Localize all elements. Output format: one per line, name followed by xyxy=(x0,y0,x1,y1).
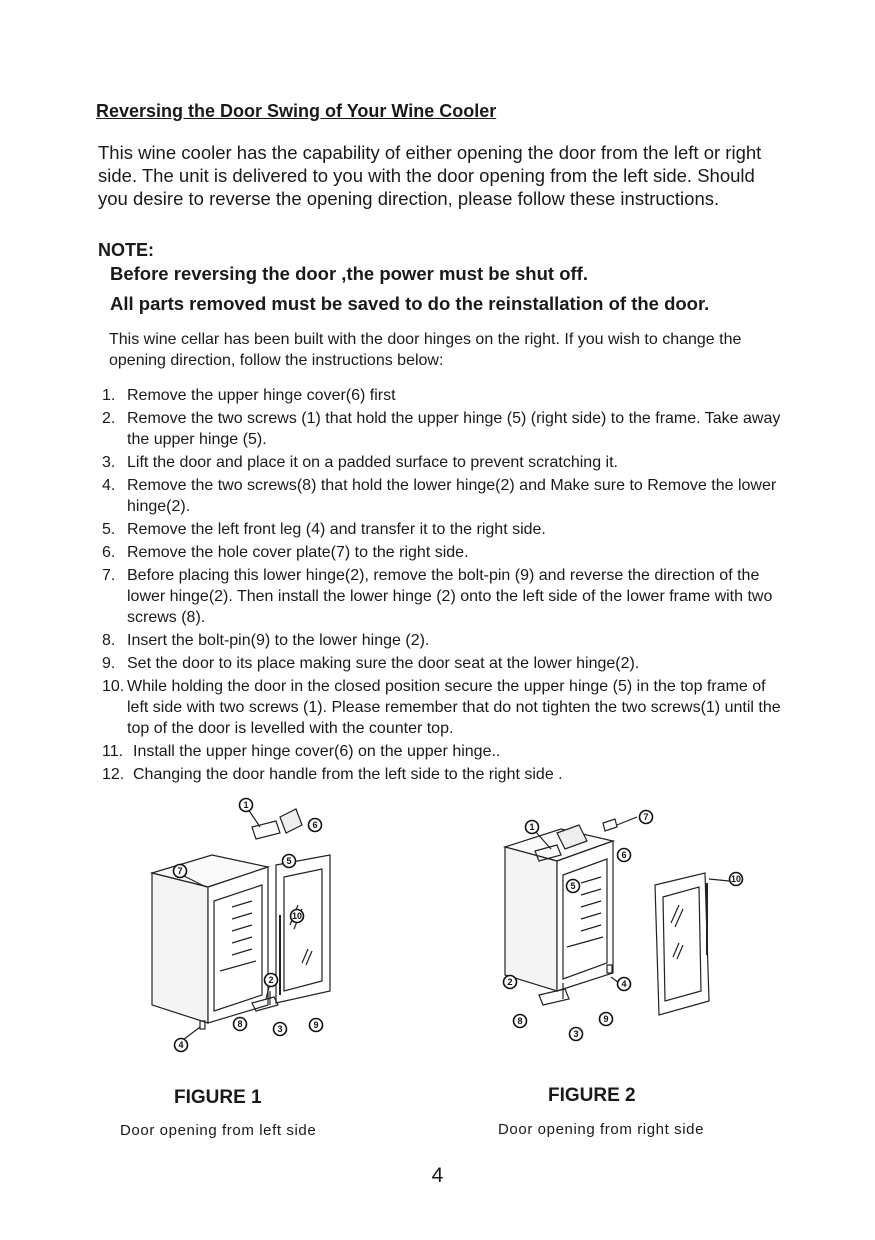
callout-2 xyxy=(504,976,517,989)
note-line-2: All parts removed must be saved to do the reinstallation of the door. xyxy=(110,293,710,314)
step-number: 7. xyxy=(102,567,116,584)
svg-text:2: 2 xyxy=(507,977,513,987)
step-item xyxy=(102,542,782,563)
svg-text:1: 1 xyxy=(529,822,535,832)
svg-text:7: 7 xyxy=(643,812,649,822)
callout-9 xyxy=(310,1019,323,1032)
step-number: 1. xyxy=(102,387,116,404)
step-number: 8. xyxy=(102,632,116,649)
step-text: Remove the left front leg (4) and transfer it to the right side. xyxy=(127,521,546,538)
callout-4 xyxy=(618,978,631,991)
page-number: 4 xyxy=(431,1164,444,1187)
step-item xyxy=(102,565,782,628)
svg-text:2: 2 xyxy=(268,975,274,985)
callout-6 xyxy=(309,819,322,832)
step-text: Remove the hole cover plate(7) to the right side. xyxy=(127,544,469,561)
figure-2-illustration xyxy=(495,805,755,1045)
step-text: Lift the door and place it on a padded surface to prevent scratching it. xyxy=(127,454,618,471)
callout-8 xyxy=(234,1018,247,1031)
step-number: 6. xyxy=(102,544,116,561)
callout-5 xyxy=(567,880,580,893)
step-number: 10. xyxy=(102,678,125,695)
step-item xyxy=(102,519,782,540)
step-item xyxy=(102,385,782,406)
note-line-1: Before reversing the door ,the power must be shut off. xyxy=(110,263,588,284)
figure-2-title: FIGURE 2 xyxy=(548,1085,636,1106)
svg-text:1: 1 xyxy=(243,800,249,810)
figure-1-illustration xyxy=(140,795,350,1060)
step-item xyxy=(102,452,782,473)
step-item xyxy=(102,630,782,651)
callout-9 xyxy=(600,1013,613,1026)
step-item xyxy=(102,408,782,450)
step-text: Remove the two screws (1) that hold the upper hinge (5) (right side) to the frame. Take away the upper hinge (5). xyxy=(127,410,781,448)
figure-1-caption: Door opening from left side xyxy=(120,1122,317,1139)
callout-1 xyxy=(240,799,253,812)
svg-text:3: 3 xyxy=(277,1024,283,1034)
svg-text:10: 10 xyxy=(730,874,742,884)
step-number: 11. xyxy=(102,743,124,760)
callout-10 xyxy=(730,873,743,886)
step-item xyxy=(102,653,782,674)
step-number: 4. xyxy=(102,477,116,494)
step-text: Remove the upper hinge cover(6) first xyxy=(127,387,396,404)
svg-text:8: 8 xyxy=(237,1019,243,1029)
callout-3 xyxy=(274,1023,287,1036)
step-number: 3. xyxy=(102,454,116,471)
callout-7 xyxy=(174,865,187,878)
callout-3 xyxy=(570,1028,583,1041)
callout-5 xyxy=(283,855,296,868)
svg-text:6: 6 xyxy=(312,820,318,830)
svg-text:10: 10 xyxy=(291,911,303,921)
callout-4 xyxy=(175,1039,188,1052)
step-text: While holding the door in the closed position secure the upper hinge (5) in the top frame of left side with two screws (1). Please remember that do not tighten the two screws(1) until the top of the door is levelled with the counter top. xyxy=(127,678,781,737)
step-item xyxy=(102,475,782,517)
step-text: Before placing this lower hinge(2), remove the bolt-pin (9) and reverse the direction of the lower hinge(2). Then install the lower hinge (2) onto the left side of the lower frame with two screws (8). xyxy=(127,567,773,626)
step-item xyxy=(102,764,782,785)
callout-1 xyxy=(526,821,539,834)
step-text: Insert the bolt-pin(9) to the lower hinge (2). xyxy=(127,632,430,649)
svg-text:4: 4 xyxy=(621,979,627,989)
callout-8 xyxy=(514,1015,527,1028)
step-number: 9. xyxy=(102,655,116,672)
note-heading: NOTE: xyxy=(98,240,154,260)
instructions-intro: This wine cellar has been built with the door hinges on the right. If you wish to change the opening direction, follow the instructions below: xyxy=(109,331,742,369)
step-text: Set the door to its place making sure the door seat at the lower hinge(2). xyxy=(127,655,640,672)
callout-7 xyxy=(640,811,653,824)
step-item xyxy=(102,676,782,739)
svg-text:8: 8 xyxy=(517,1016,523,1026)
step-number: 12. xyxy=(102,766,125,783)
step-text: Remove the two screws(8) that hold the lower hinge(2) and Make sure to Remove the lower hinge(2). xyxy=(127,477,777,515)
callout-6 xyxy=(618,849,631,862)
instruction-steps xyxy=(102,385,782,787)
figure-1-title: FIGURE 1 xyxy=(174,1087,262,1108)
svg-text:4: 4 xyxy=(178,1040,184,1050)
step-item xyxy=(102,741,782,762)
step-text: Changing the door handle from the left side to the right side . xyxy=(133,766,563,783)
svg-text:6: 6 xyxy=(621,850,627,860)
svg-text:5: 5 xyxy=(286,856,292,866)
callout-10 xyxy=(291,910,304,923)
svg-text:5: 5 xyxy=(570,881,576,891)
figure-2-caption: Door opening from right side xyxy=(498,1121,705,1138)
step-text: Install the upper hinge cover(6) on the upper hinge.. xyxy=(133,743,501,760)
svg-text:9: 9 xyxy=(603,1014,609,1024)
section-title: Reversing the Door Swing of Your Wine Cooler xyxy=(96,101,497,121)
step-number: 5. xyxy=(102,521,116,538)
intro-paragraph: This wine cooler has the capability of either opening the door from the left or right side. The unit is delivered to you with the door opening from the left side. Should you desire to reverse the opening direction, please follow these instructions. xyxy=(98,142,762,209)
svg-text:7: 7 xyxy=(177,866,183,876)
callout-2 xyxy=(265,974,278,987)
svg-text:9: 9 xyxy=(313,1020,319,1030)
svg-text:3: 3 xyxy=(573,1029,579,1039)
step-number: 2. xyxy=(102,410,116,427)
